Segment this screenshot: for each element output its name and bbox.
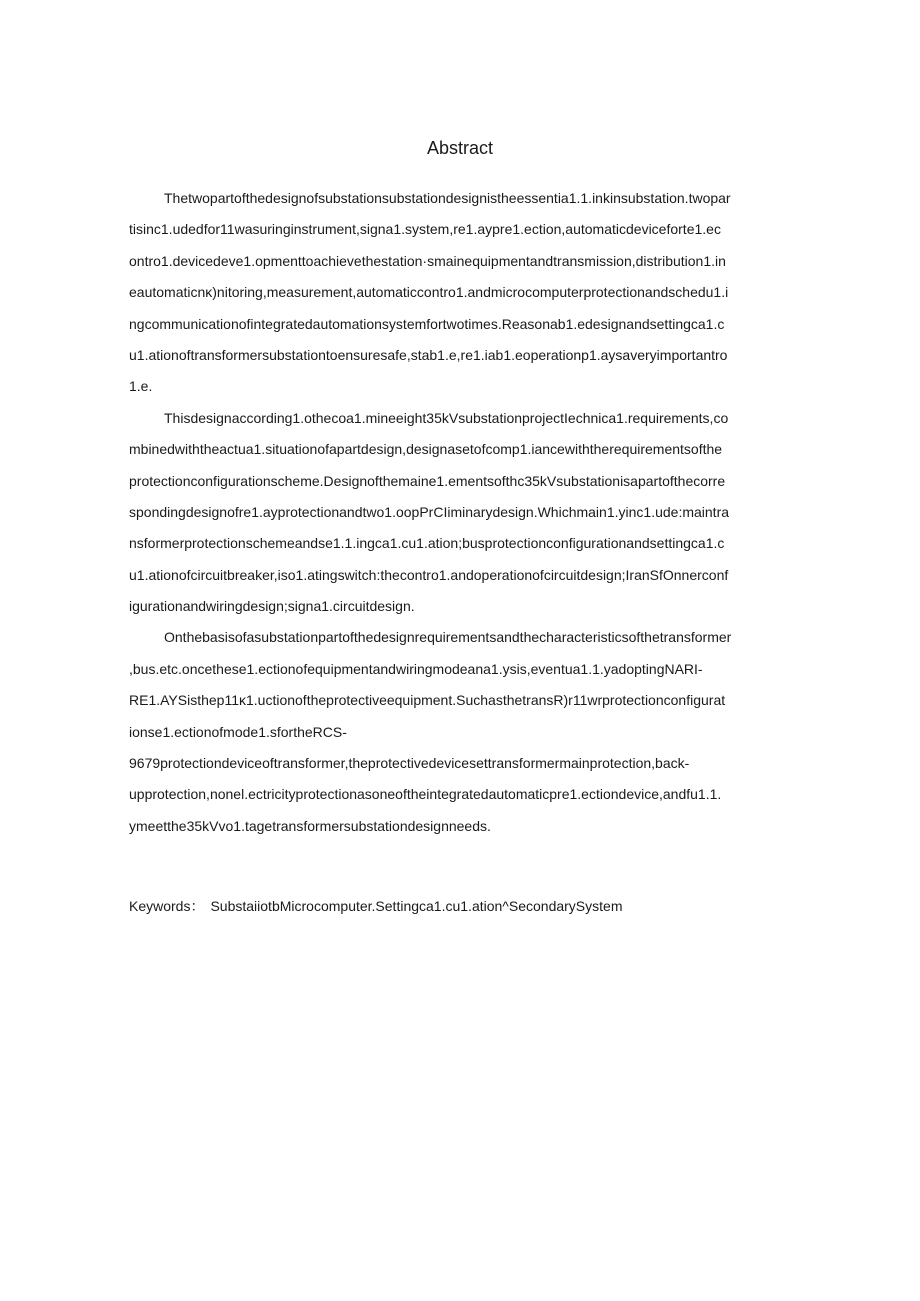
keywords-line	[129, 894, 622, 918]
text-line: eautomaticnĸ)nitoring,measurement,automaticcontro1.andmicrocomputerprotectionandschedu1.i	[129, 284, 729, 301]
text-line: ontro1.devicedeve1.opmenttoachievethestation·smainequipmentandtransmission,distribution1.in	[129, 252, 726, 269]
text-line: tisinc1.udedfor11wasuringinstrument,signa1.system,re1.aypre1.ection,automaticdeviceforte1.ec	[129, 221, 721, 238]
text-line: Thisdesignaccording1.othecoa1.mineeight35kVsubstationprojectIechnica1.requirements,co	[164, 409, 729, 426]
text-line: u1.ationofcircuitbreaker,iso1.atingswitch:thecontro1.andoperationofcircuitdesign;IranSfOnnerconf	[129, 566, 729, 583]
text-line: ,bus.etc.oncethese1.ectionofequipmentandwiringmodeana1.ysis,eventua1.1.yadoptingNARI-	[129, 660, 703, 677]
text-line: ionse1.ectionofmode1.sfortheRCS-	[129, 723, 347, 740]
text-line: upprotection,nonel.ectricityprotectionasoneoftheintegratedautomaticpre1.ectiondevice,andfu1.1.	[129, 786, 722, 803]
paragraph-1	[129, 183, 791, 403]
abstract-body	[129, 183, 791, 842]
text-line: protectionconfigurationscheme.Designofthemaine1.ementsofthc35kVsubstationisapartofthecorre	[129, 472, 726, 489]
text-line: Onthebasisofasubstationpartofthedesignrequirementsandthecharacteristicsofthetransformer	[164, 629, 732, 646]
paragraph-3	[129, 622, 791, 842]
keywords-value: SubstaiiotbMicrocomputer.Settingca1.cu1.ation^SecondarySystem	[210, 898, 623, 914]
text-line: igurationandwiringdesign;signa1.circuitdesign.	[129, 598, 415, 615]
text-line: ngcommunicationofintegratedautomationsystemfortwotimes.Reasonab1.edesignandsettingca1.c	[129, 315, 725, 332]
text-line: Thetwopartofthedesignofsubstationsubstationdesignistheessentia1.1.inkinsubstation.twopar	[164, 190, 731, 206]
text-line: spondingdesignofre1.ayprotectionandtwo1.oopPrCIiminarydesign.Whichmain1.yinc1.ude:maintra	[129, 503, 730, 520]
text-line: 9679protectiondeviceoftransformer,theprotectivedevicesettransformermainprotection,back-	[129, 755, 690, 772]
keywords-label: Keywords：	[129, 898, 205, 914]
text-line: RE1.AYSisthep11ĸ1.uctionoftheprotectiveequipment.SuchasthetransR)r11wrprotectionconfigurat	[129, 692, 726, 709]
paragraph-2	[129, 403, 791, 623]
text-line: 1.e.	[129, 378, 153, 395]
text-line: mbinedwiththeactua1.situationofapartdesign,designasetofcomp1.iancewiththerequirementsofthe	[129, 441, 723, 458]
page-title: Abstract	[426, 138, 494, 158]
text-line: u1.ationoftransformersubstationtoensuresafe,stab1.e,re1.iab1.eoperationp1.aysaveryimportantro	[129, 346, 728, 363]
text-line: nsformerprotectionschemeandse1.1.ingca1.cu1.ation;busprotectionconfigurationandsettingca1.c	[129, 535, 725, 552]
text-line: ymeetthe35kVvo1.tagetransformersubstationdesignneeds.	[129, 817, 491, 834]
